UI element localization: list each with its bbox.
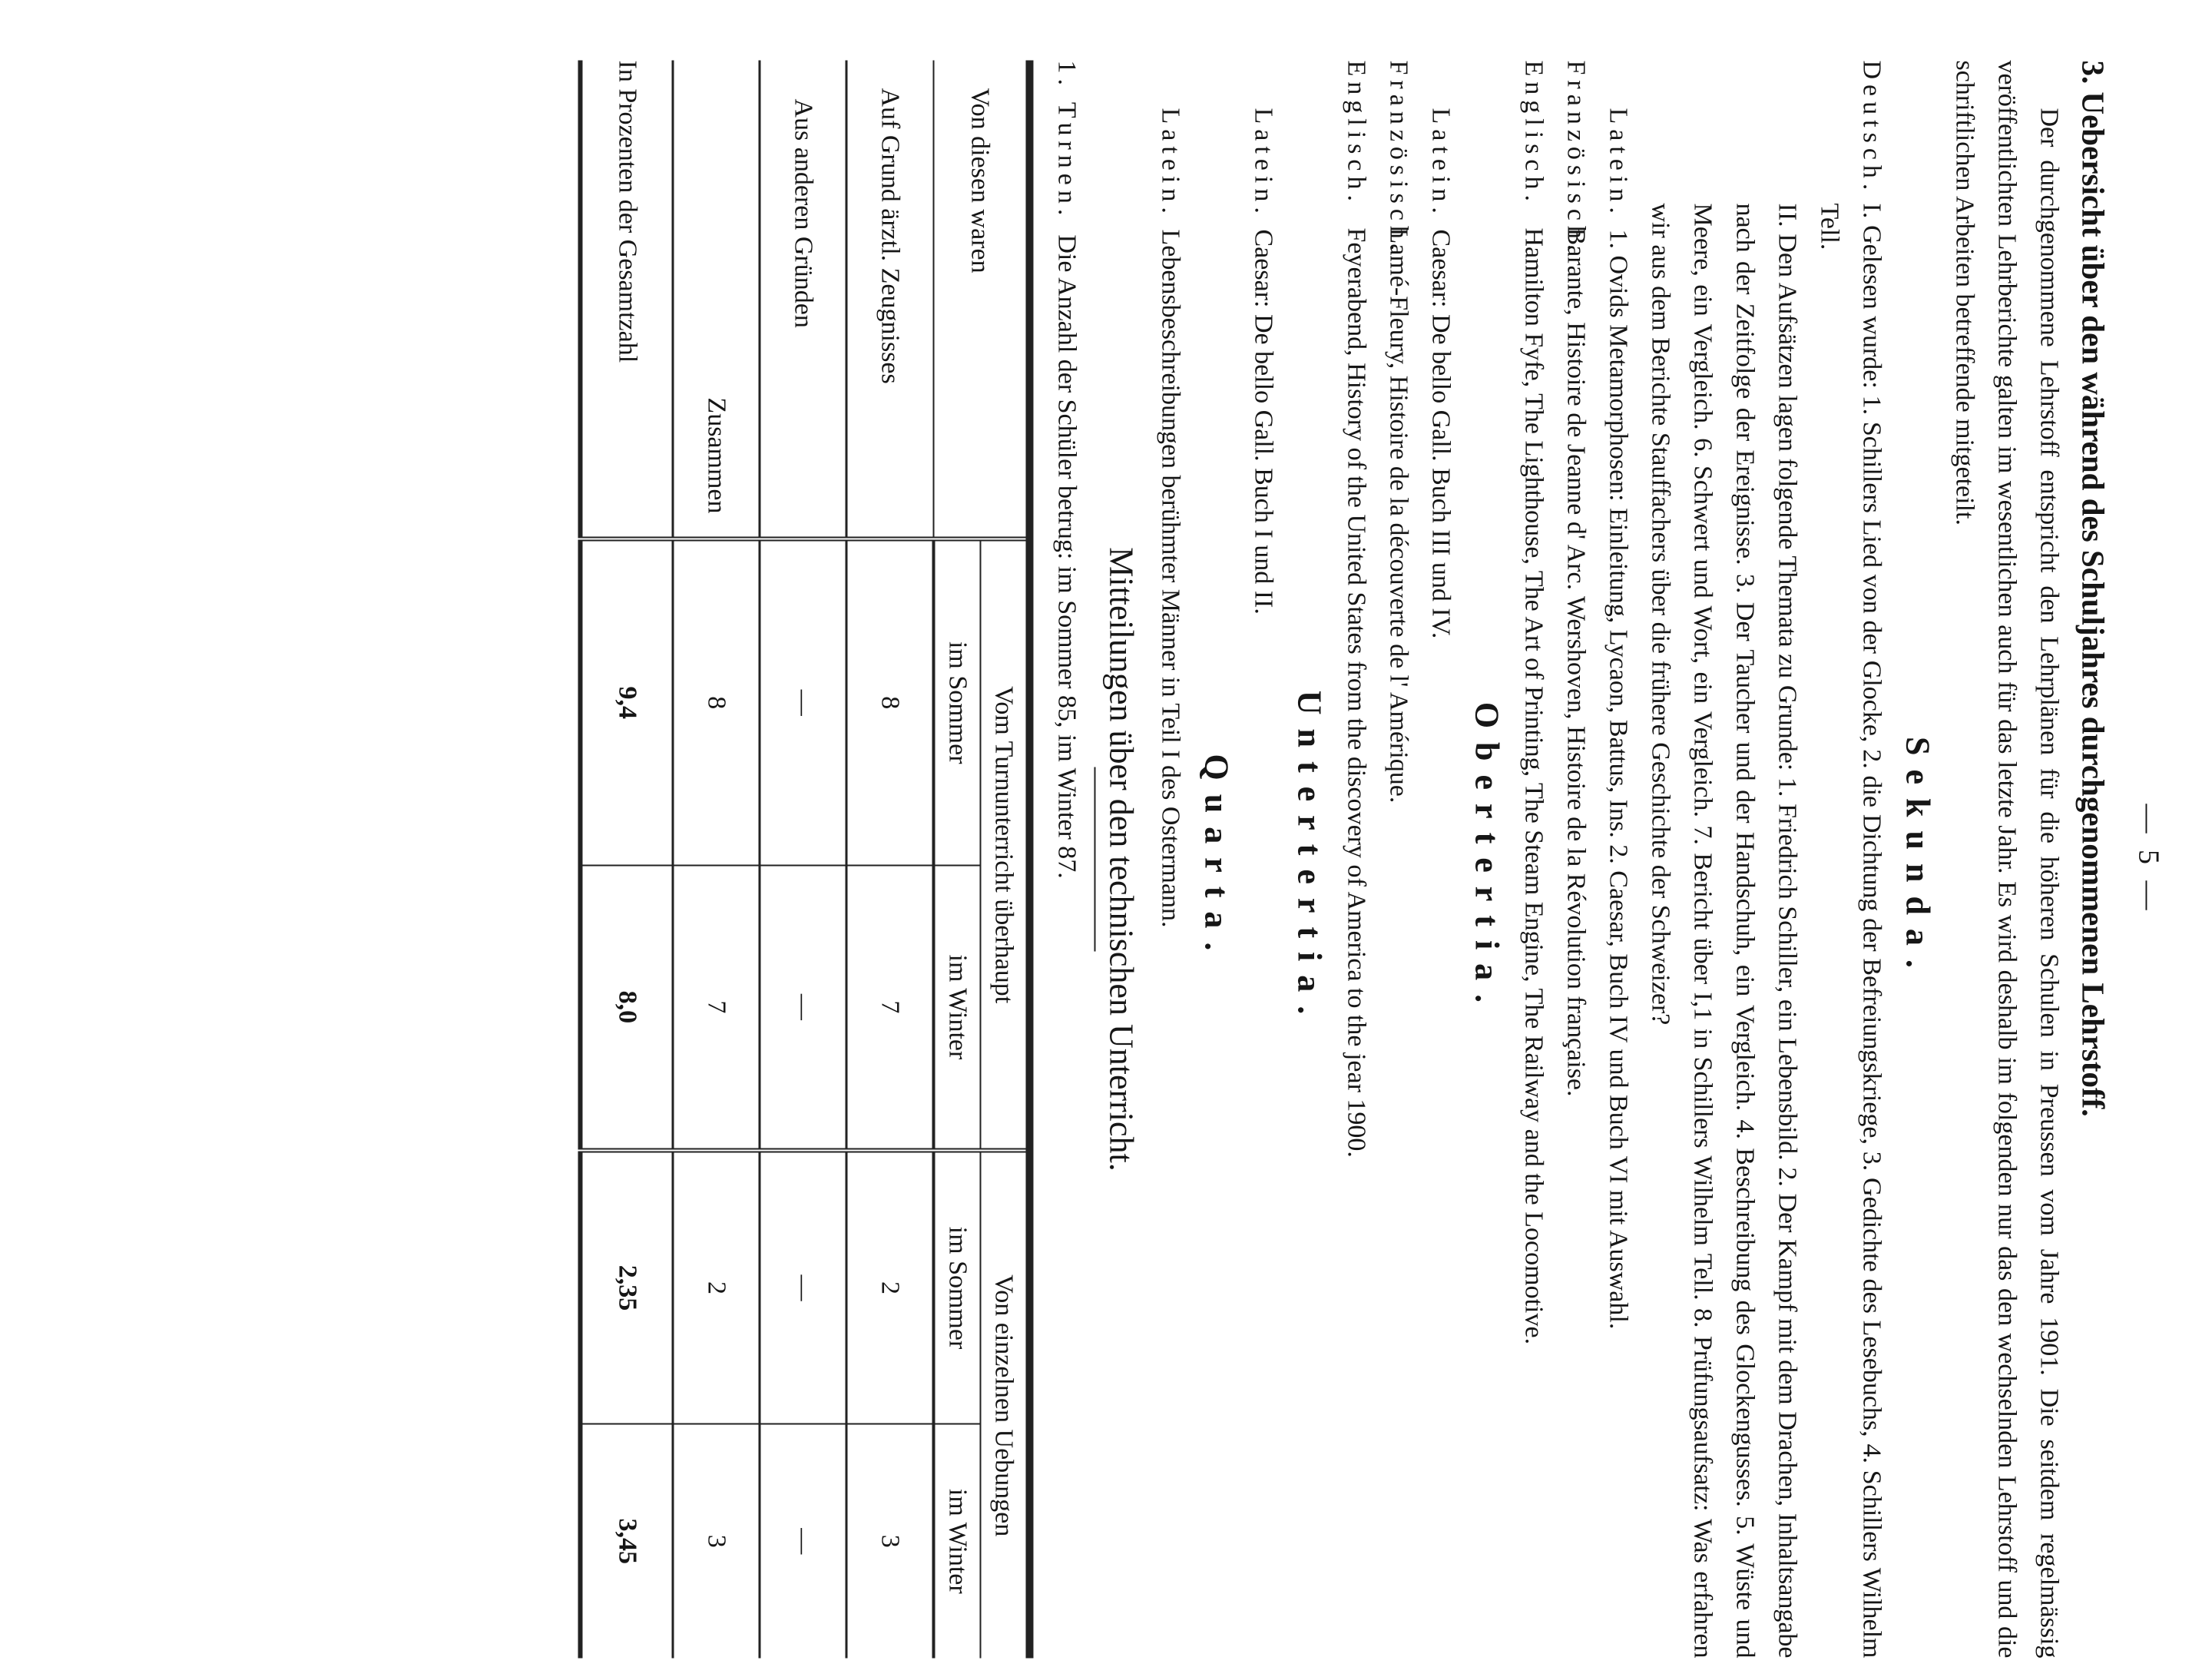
sekunda-englisch <box>1512 60 1555 1658</box>
column-header-label: Von diesen waren <box>933 60 1029 539</box>
subject-text: Hamilton Fyfe, The Lighthouse, The Art of Printing, The Steam Engine, The Railway and the Locomotive. <box>1519 227 1548 1344</box>
turnen-row <box>1045 60 1088 1658</box>
row-label: Auf Grund ärztl. Zeugnisses <box>846 60 934 539</box>
class-heading-quarta: Quarta. <box>1197 754 1235 964</box>
group-header-overall: Vom Turnunterricht überhaupt <box>980 539 1029 1150</box>
page-content <box>578 60 2169 1658</box>
class-heading-obertertia: Obertertia. <box>1468 701 1505 1016</box>
table-cell: 7 <box>673 865 760 1151</box>
subject-label: Latein. <box>1426 108 1455 219</box>
row-label: Aus anderen Gründen <box>760 60 846 539</box>
subject-label: Französisch. <box>1384 60 1412 256</box>
subject-text: Feyerabend, History of the United States from the discovery of America to the jear 1900. <box>1342 227 1370 1158</box>
section-title: 3. Uebersicht über den während des Schuljahres durchgenommenen Lehrstoff. <box>2075 60 2111 1117</box>
class-heading-untertertia: Untertertia. <box>1290 690 1328 1028</box>
table-row <box>673 60 760 1658</box>
table-cell: — <box>760 539 846 865</box>
quarta-latein <box>1149 60 1191 1658</box>
sekunda-deutsch <box>1639 60 1892 1658</box>
obertertia-latein <box>1419 60 1462 1658</box>
table-header-row <box>980 60 1029 1658</box>
subject-label: Latein. <box>1249 108 1277 219</box>
subject-text: Lamé-Fleury, Histoire de la découverte de l' Amérique. <box>1384 227 1412 803</box>
mitteilungen-heading: Mitteilungen über den technischen Unterricht. <box>1102 546 1140 1172</box>
subheader-winter: im Winter <box>933 865 980 1151</box>
subject-text: Lebensbeschreibungen berühmter Männer in Teil I des Ostermann. <box>1156 229 1184 928</box>
obertertia-englisch <box>1335 60 1377 1658</box>
subject-label: Deutsch. <box>1857 60 1886 195</box>
table-cell: 3,45 <box>613 1518 641 1564</box>
table-cell: 3 <box>673 1423 760 1658</box>
subject-text: Barante, Histoire de Jeanne d' Arc. Wershoven, Histoire de la Révolution française. <box>1561 227 1590 1097</box>
sekunda-franzoesisch <box>1555 60 1597 1658</box>
table-cell: 2 <box>846 1150 934 1423</box>
subject-body <box>1639 203 1892 1658</box>
sekunda-latein <box>1597 60 1639 1658</box>
deutsch-reading: I. Gelesen wurde: 1. Schillers Lied von der Glocke, 2. die Dichtung der Befreiungskriege, 3. Gedichte des Lesebuchs, 4. Schillers Wilhelm Tell. <box>1815 203 1886 1658</box>
table-cell: 8,0 <box>580 865 673 1151</box>
obertertia-franzoesisch <box>1377 60 1419 1658</box>
exemption-table <box>578 60 1033 1658</box>
subject-label: Latein. <box>1156 108 1184 219</box>
table-cell: — <box>760 865 846 1151</box>
subheader-winter: im Winter <box>933 1423 980 1658</box>
subject-label: Englisch. <box>1342 60 1370 207</box>
group-header-single: Von einzelnen Uebungen <box>980 1150 1029 1658</box>
subject-label: Latein. <box>1604 108 1632 219</box>
untertertia-latein <box>1242 60 1284 1658</box>
deutsch-essays: II. Den Aufsätzen lagen folgende Themata zu Grunde: 1. Friedrich Schiller, ein Lebensbild. 2. Der Kampf mit dem Drachen, Inhaltsangabe nach der Zeitfolge der Ereignisse. 3. Der Taucher und der Handschuh, ein Vergleich. 4. Beschreibung des Glockengusses. 5. Wüste und Meere, ein Vergleich. 6. Schwert und Wort, ein Vergleich. 7. Bericht über I,1 in Schillers Wilhelm Tell. 8. Prüfungsaufsatz: Was erfahren wir aus dem Berichte Stauffachers über die frühere Geschichte der Schweizer? <box>1646 203 1801 1658</box>
page-number: — 5 — <box>2132 804 2164 914</box>
subject-text: Caesar: De bello Gall. Buch III und IV. <box>1426 229 1455 638</box>
subject-text: 1. Ovids Metamorphosen: Einleitung, Lycaon, Battus, Ins. 2. Caesar, Buch IV und Buch VI mit Auswahl. <box>1604 229 1632 1329</box>
subject-label: Englisch. <box>1519 60 1548 207</box>
subject-label: Französisch. <box>1561 60 1590 256</box>
table-row <box>846 60 934 1658</box>
table-cell: 9,4 <box>580 539 673 865</box>
intro-paragraph: Der durchgenommene Lehrstoff entspricht den Lehrplänen für die höheren Schulen in Preussen vom Jahre 1901. Die seitdem regelmässig veröffentlichten Lehrberichte galten im wesentlichen auch für das letzte Jahr. Es wird deshalb im folgenden nur das den wechselnden Lehrstoff und die schriftlichen Arbeiten betreffende mitgeteilt. <box>1950 60 2063 1658</box>
subject-text: Caesar: De bello Gall. Buch I und II. <box>1249 229 1277 615</box>
turnen-label: 1. Turnen. <box>1052 60 1081 220</box>
row-label: In Prozenten der Gesamtzahl <box>580 60 673 539</box>
subheader-sommer: im Sommer <box>933 1150 980 1423</box>
class-heading-sekunda: Sekunda. <box>1899 736 1936 982</box>
divider <box>1094 767 1095 951</box>
row-label: Zusammen <box>673 60 760 539</box>
table-cell: 2 <box>673 1150 760 1423</box>
table-cell: 8 <box>846 539 934 865</box>
table-cell: — <box>760 1423 846 1658</box>
table-cell: — <box>760 1150 846 1423</box>
turnen-text: Die Anzahl der Schüler betrug: im Sommer 85, im Winter 87. <box>1052 234 1081 879</box>
table-cell: 7 <box>846 865 934 1151</box>
table-row <box>760 60 846 1658</box>
table-cell: 2,35 <box>580 1150 673 1423</box>
table-row <box>580 60 673 1658</box>
subheader-sommer: im Sommer <box>933 539 980 865</box>
table-cell: 3 <box>846 1423 934 1658</box>
table-cell: 8 <box>673 539 760 865</box>
